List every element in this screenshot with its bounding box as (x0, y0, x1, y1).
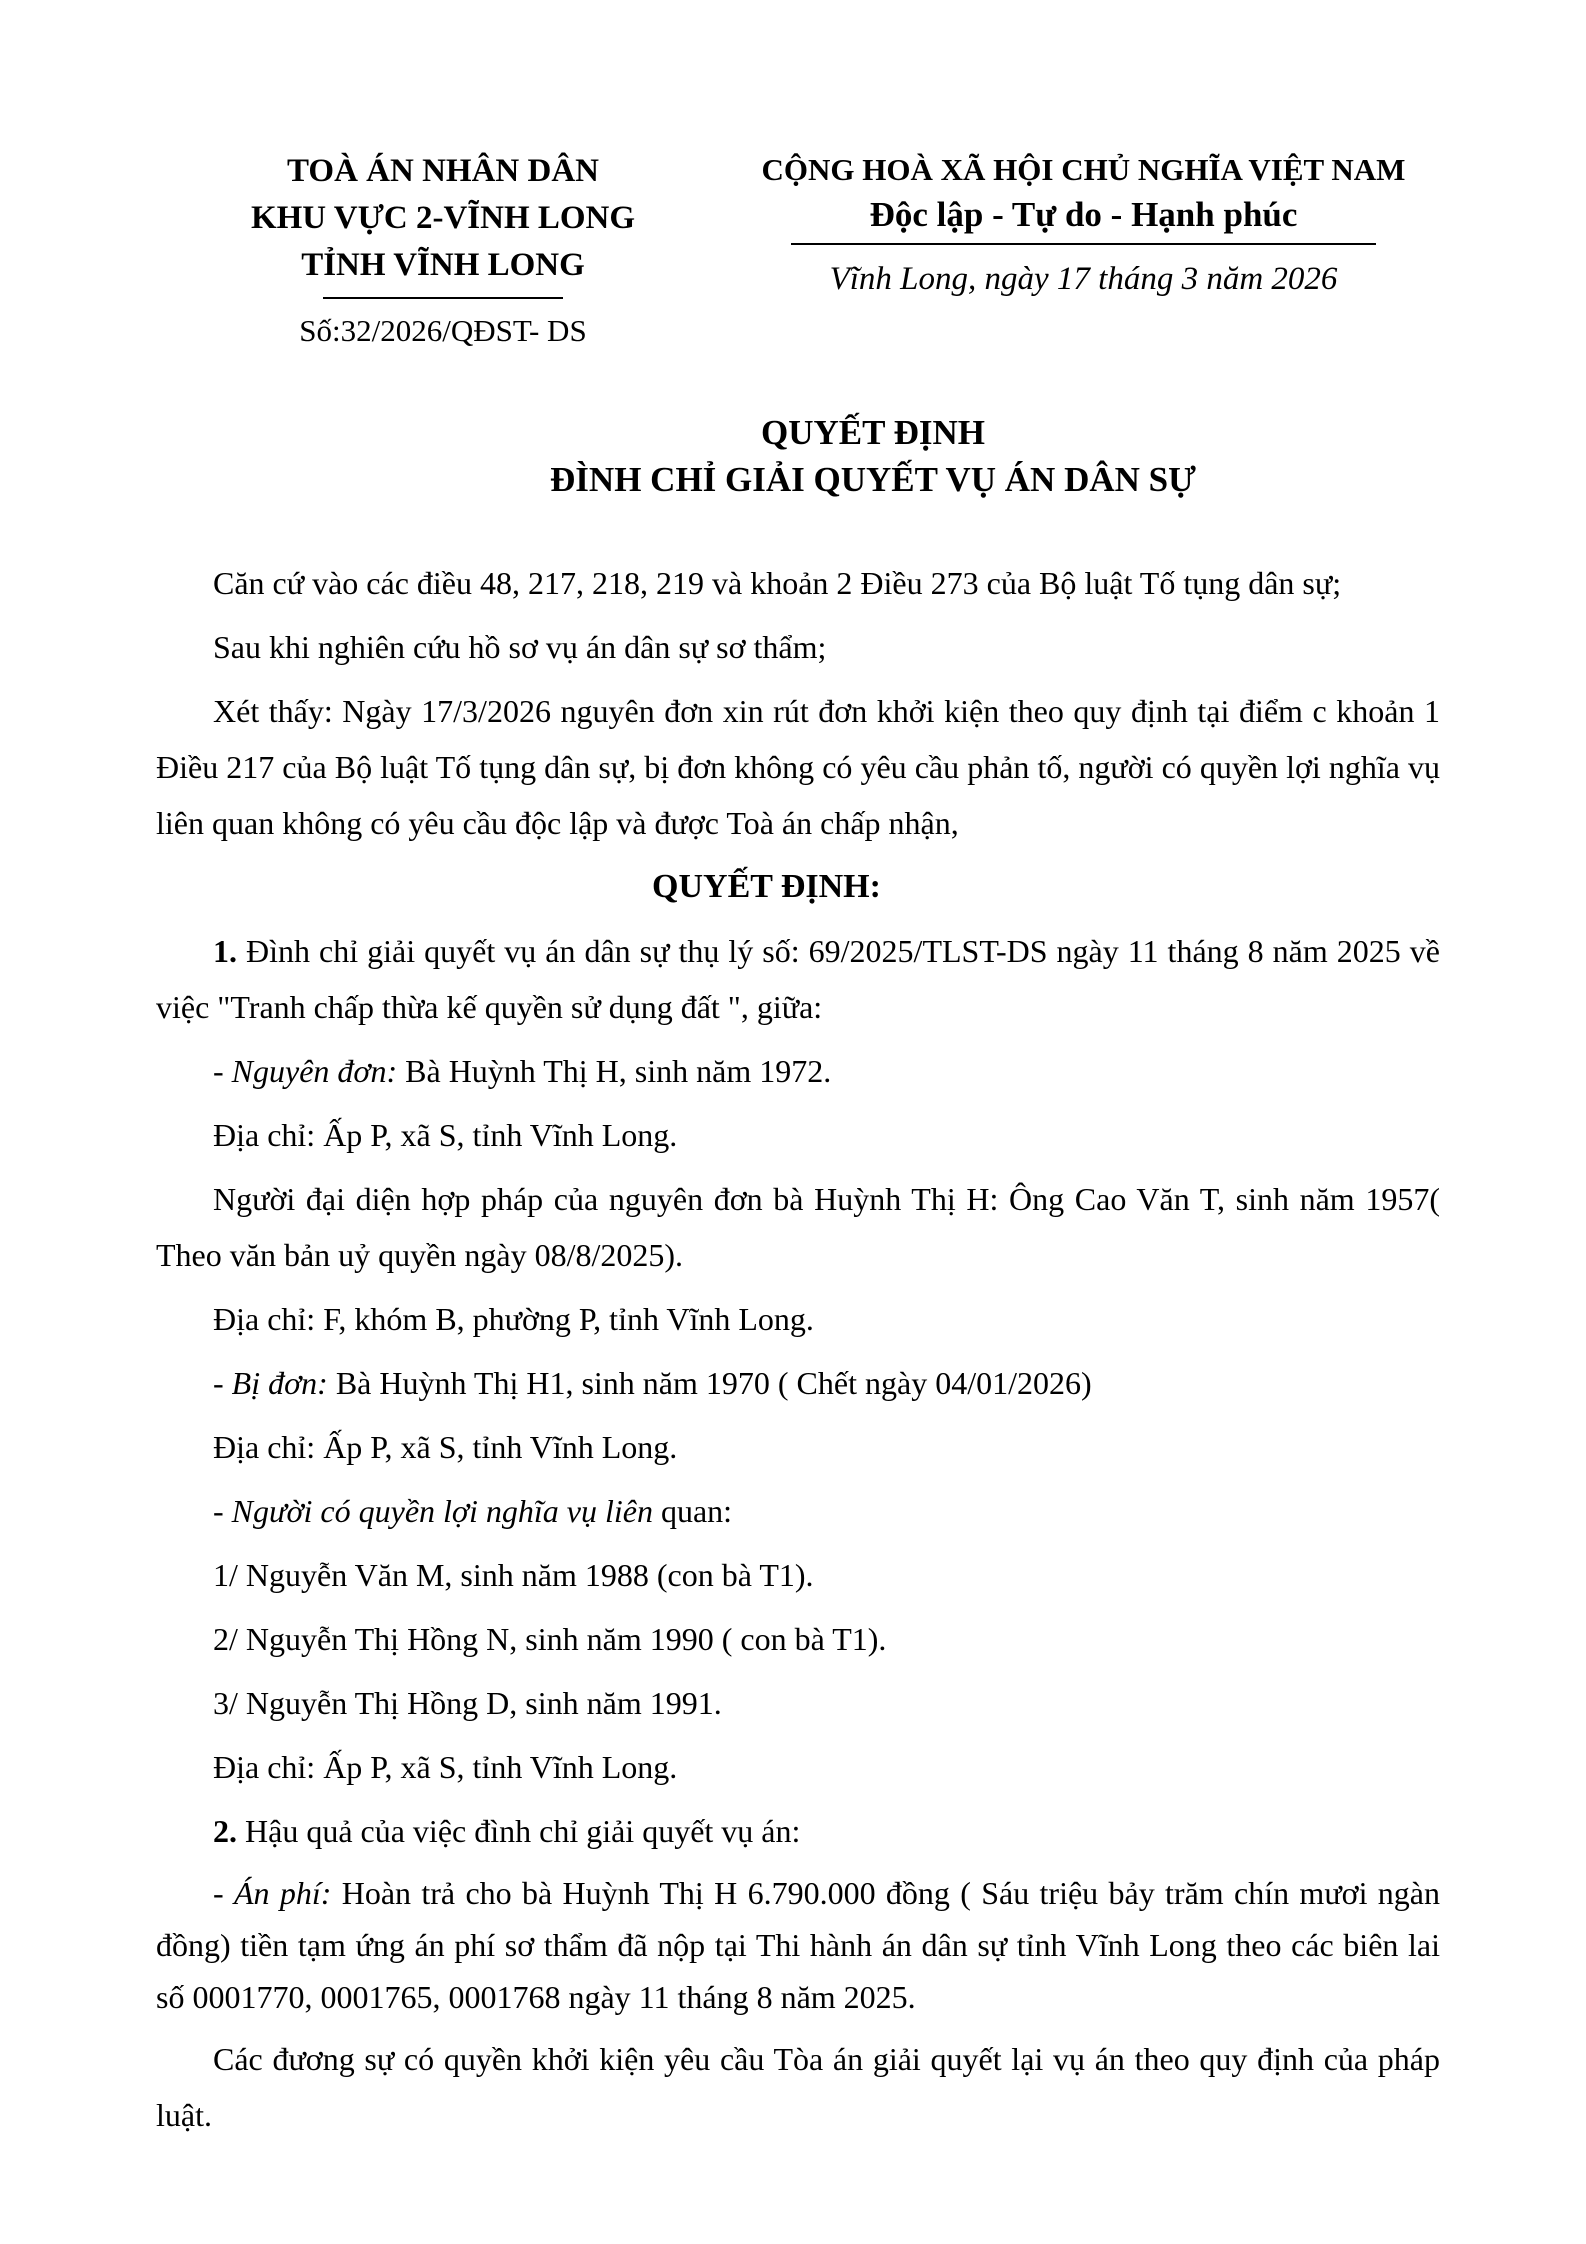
document-title-line1: QUYẾT ĐỊNH (761, 413, 985, 452)
court-name-line3: TỈNH VĨNH LONG (301, 247, 585, 283)
decision-heading: QUYẾT ĐỊNH: (652, 868, 881, 905)
court-name-line2: KHU VỰC 2-VĨNH LONG (250, 200, 636, 236)
related-parties-label-italic: - Người có quyền lợi nghĩa vụ liên (213, 1493, 653, 1529)
plaintiff-info: Bà Huỳnh Thị H, sinh năm 1972. (397, 1053, 832, 1089)
place-date-line: Vĩnh Long, ngày 17 tháng 3 năm 2026 (829, 261, 1338, 297)
article2-paragraph (156, 1803, 1440, 1859)
defendant-address: Địa chỉ: Ấp P, xã S, tỉnh Vĩnh Long. (213, 1429, 678, 1465)
plaintiff-address: Địa chỉ: Ấp P, xã S, tỉnh Vĩnh Long. (213, 1117, 678, 1153)
related-party-item: 3/ Nguyễn Thị Hồng D, sinh năm 1991. (213, 1685, 722, 1721)
related-parties-heading (156, 1483, 1440, 1539)
court-fee-label: - Án phí: (213, 1875, 332, 1911)
court-name-line1: TOÀ ÁN NHÂN DÂN (287, 153, 599, 189)
document-body (156, 555, 1440, 2143)
plaintiff-representative: Người đại diện hợp pháp của nguyên đơn bà Huỳnh Thị H: Ông Cao Văn T, sinh năm 1957( Theo văn bản uỷ quyền ngày 08/8/2025). (156, 1181, 1440, 1273)
court-fee-paragraph (156, 1867, 1440, 2023)
finding-paragraph: Xét thấy: Ngày 17/3/2026 nguyên đơn xin rút đơn khởi kiện theo quy định tại điểm c khoản 1 Điều 217 của Bộ luật Tố tụng dân sự, bị đơn không có yêu cầu phản tố, người có quyền lợi nghĩa vụ liên quan không có yêu cầu độc lập và được Toà án chấp nhận, (156, 693, 1440, 841)
article2-number: 2. (213, 1813, 237, 1849)
plaintiff-label: - Nguyên đơn: (213, 1053, 398, 1089)
national-motto-block (701, 148, 1466, 349)
plaintiff-paragraph (156, 1043, 1440, 1099)
document-number: Số:32/2026/QĐST- DS (299, 313, 587, 348)
court-fee-text: Hoàn trả cho bà Huỳnh Thị H 6.790.000 đồng ( Sáu triệu bảy trăm chín mươi ngàn đồng) tiền tạm ứng án phí sơ thẩm đã nộp tại Thi hành án dân sự tỉnh Vĩnh Long theo các biên lai số 0001770, 0001765, 0001768 ngày 11 tháng 8 năm 2025. (156, 1875, 1441, 2015)
review-paragraph: Sau khi nghiên cứu hồ sơ vụ án dân sự sơ thẩm; (213, 629, 827, 665)
national-motto: Độc lập - Tự do - Hạnh phúc (869, 195, 1298, 234)
citation-paragraph: Căn cứ vào các điều 48, 217, 218, 219 và khoản 2 Điều 273 của Bộ luật Tố tụng dân sự; (213, 565, 1342, 601)
defendant-paragraph (156, 1355, 1440, 1411)
motto-underline-rule (791, 243, 1376, 245)
issuing-court-block (188, 148, 698, 349)
national-name: CỘNG HOÀ XÃ HỘI CHỦ NGHĨA VIỆT NAM (761, 152, 1406, 187)
related-parties-label-regular: quan: (652, 1493, 733, 1529)
document-header (0, 0, 1586, 349)
article1-paragraph (156, 923, 1440, 1035)
document-title-line2: ĐÌNH CHỈ GIẢI QUYẾT VỤ ÁN DÂN SỰ (550, 460, 1196, 499)
related-parties-address: Địa chỉ: Ấp P, xã S, tỉnh Vĩnh Long. (213, 1749, 678, 1785)
defendant-info: Bà Huỳnh Thị H1, sinh năm 1970 ( Chết ngày 04/01/2026) (327, 1365, 1092, 1401)
court-underline-rule (323, 297, 563, 299)
article1-text: Đình chỉ giải quyết vụ án dân sự thụ lý số: 69/2025/TLST-DS ngày 11 tháng 8 năm 2025 về việc "Tranh chấp thừa kế quyền sử dụng đất ", giữa: (156, 933, 1440, 1025)
related-party-item: 1/ Nguyễn Văn M, sinh năm 1988 (con bà T1). (213, 1557, 814, 1593)
representative-address: Địa chỉ: F, khóm B, phường P, tỉnh Vĩnh Long. (213, 1301, 814, 1337)
article2-text: Hậu quả của việc đình chỉ giải quyết vụ án: (237, 1813, 801, 1849)
defendant-label: - Bị đơn: (213, 1365, 328, 1401)
article1-number: 1. (213, 933, 237, 969)
related-party-item: 2/ Nguyễn Thị Hồng N, sinh năm 1990 ( con bà T1). (213, 1621, 887, 1657)
closing-paragraph: Các đương sự có quyền khởi kiện yêu cầu Tòa án giải quyết lại vụ án theo quy định của pháp luật. (156, 2041, 1440, 2133)
document-title (80, 409, 1586, 503)
